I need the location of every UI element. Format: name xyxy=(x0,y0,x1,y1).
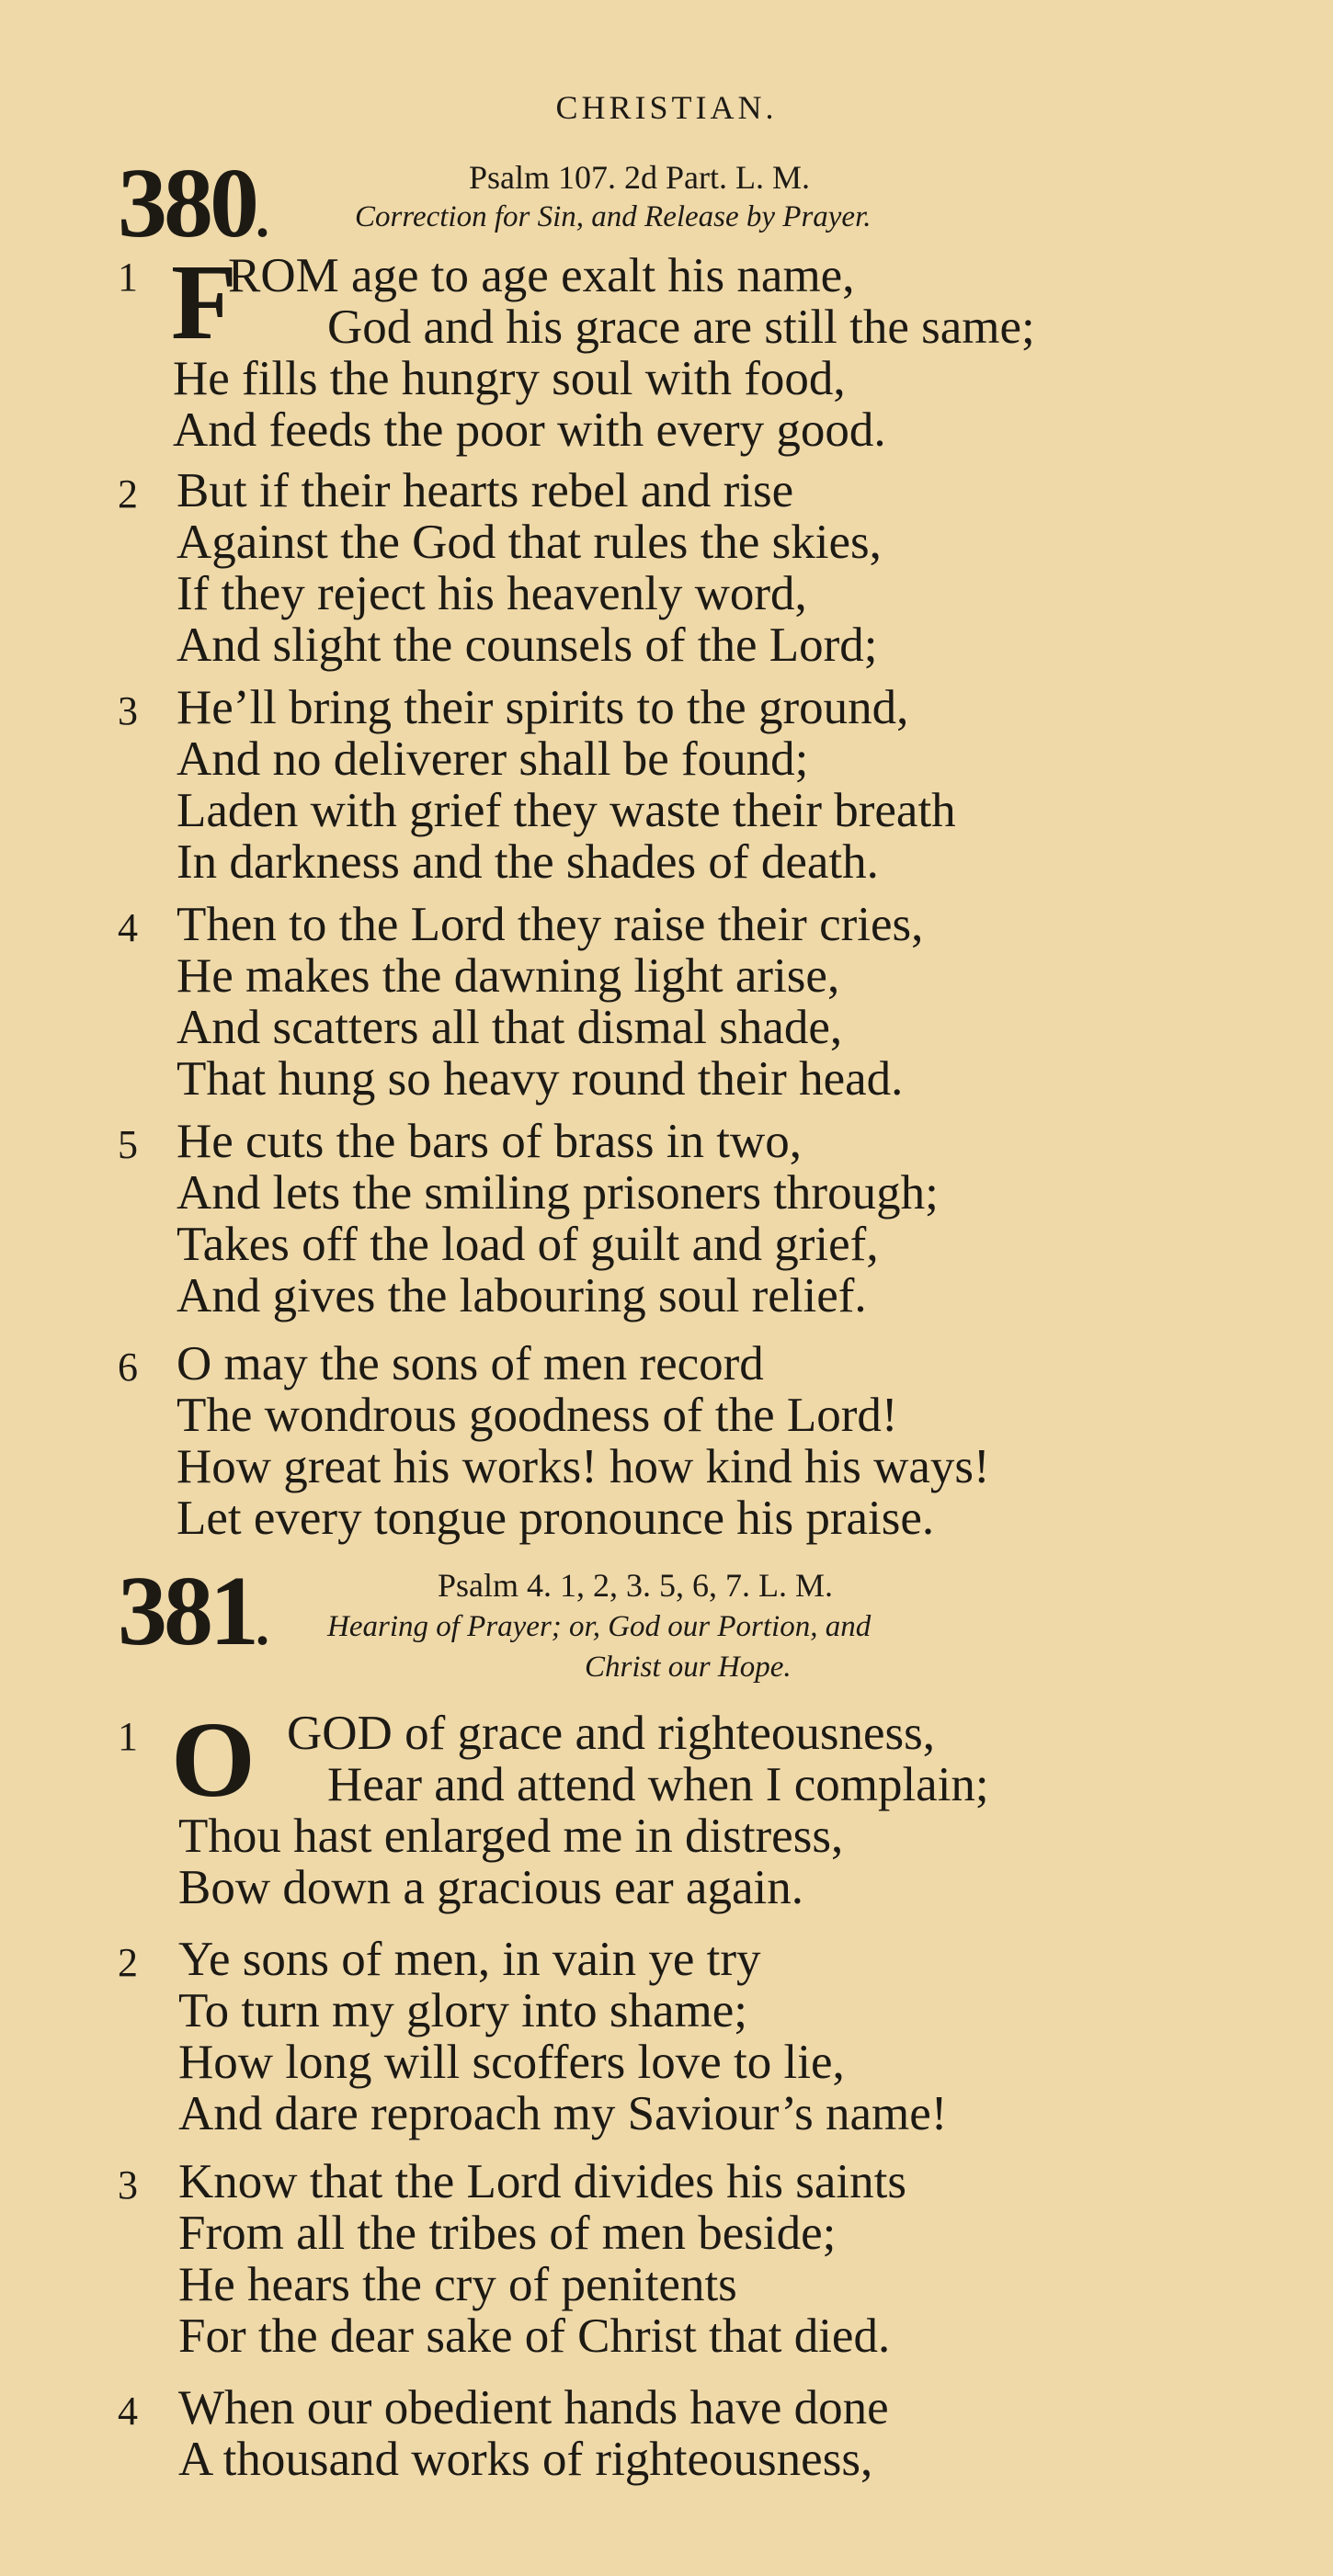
running-head: CHRISTIAN. xyxy=(555,89,778,126)
verse-line: Laden with grief they waste their breath xyxy=(177,784,956,837)
verse-line: And feeds the poor with every good. xyxy=(173,403,886,457)
verse-line: When our obedient hands have done xyxy=(178,2381,889,2434)
verse-line: ROM age to age exalt his name, xyxy=(228,249,855,302)
verse-line: Ye sons of men, in vain ye try xyxy=(178,1933,761,1986)
verse-line: And lets the smiling prisoners through; xyxy=(177,1166,939,1220)
verse-line: Takes off the load of guilt and grief, xyxy=(177,1218,879,1271)
verse-line: How great his works! how kind his ways! xyxy=(177,1440,990,1493)
stanza-number: 1 xyxy=(118,255,138,300)
hymn-number xyxy=(118,149,269,258)
verse-line: He makes the dawning light arise, xyxy=(177,949,840,1003)
verse-line: GOD of grace and righteousness, xyxy=(287,1707,935,1760)
verse-line: That hung so heavy round their head. xyxy=(177,1052,904,1106)
verse-line: He hears the cry of penitents xyxy=(178,2258,737,2311)
verse-line: Thou hast enlarged me in distress, xyxy=(178,1810,844,1863)
verse-line: Know that the Lord divides his saints xyxy=(178,2155,906,2208)
stanza-number: 1 xyxy=(118,1714,138,1759)
verse-line: Against the God that rules the skies, xyxy=(177,516,882,569)
verse-line: And gives the labouring soul relief. xyxy=(177,1269,867,1322)
verse-line: From all the tribes of men beside; xyxy=(178,2207,837,2260)
verse-line: If they reject his heavenly word, xyxy=(177,567,807,620)
verse-line: But if their hearts rebel and rise xyxy=(177,464,794,517)
hymn-subtitle: Christ our Hope. xyxy=(585,1651,792,1684)
stanza-number: 2 xyxy=(118,471,138,516)
verse-line: How long will scoffers love to lie, xyxy=(178,2036,845,2089)
verse-line: A thousand works of righteousness, xyxy=(178,2433,873,2486)
hymn-number-dot: . xyxy=(256,187,269,248)
stanza-number: 3 xyxy=(118,2162,138,2207)
drop-cap: F xyxy=(171,242,238,362)
verse-line: Hear and attend when I complain; xyxy=(327,1758,989,1811)
verse-line: To turn my glory into shame; xyxy=(178,1984,747,2037)
verse-line: And slight the counsels of the Lord; xyxy=(177,618,878,672)
verse-line: God and his grace are still the same; xyxy=(327,301,1035,354)
verse-line: Let every tongue pronounce his praise. xyxy=(177,1492,935,1545)
verse-line: He’ll bring their spirits to the ground, xyxy=(177,681,909,734)
hymn-number-dot: . xyxy=(256,1595,269,1656)
stanza-number: 3 xyxy=(118,688,138,733)
verse-line: O may the sons of men record xyxy=(177,1337,764,1390)
stanza-number: 4 xyxy=(118,2389,138,2434)
stanza-number: 5 xyxy=(118,1122,138,1167)
verse-line: The wondrous goodness of the Lord! xyxy=(177,1389,898,1442)
verse-line: In darkness and the shades of death. xyxy=(177,835,879,889)
verse-line: He cuts the bars of brass in two, xyxy=(177,1115,803,1168)
verse-line: For the dear sake of Christ that died. xyxy=(178,2309,891,2363)
verse-line: And scatters all that dismal shade, xyxy=(177,1001,843,1054)
stanza-number: 6 xyxy=(118,1345,138,1390)
hymn-number xyxy=(118,1557,269,1666)
verse-line: Bow down a gracious ear again. xyxy=(178,1861,803,1914)
hymn-number-text: 380 xyxy=(118,149,256,258)
psalm-reference: Psalm 4. 1, 2, 3. 5, 6, 7. L. M. xyxy=(438,1567,834,1604)
verse-line: And no deliverer shall be found; xyxy=(177,732,809,786)
verse-line: And dare reproach my Saviour’s name! xyxy=(178,2087,948,2140)
stanza-number: 4 xyxy=(118,905,138,950)
hymn-subtitle: Correction for Sin, and Release by Prayer. xyxy=(355,200,872,233)
verse-line: Then to the Lord they raise their cries, xyxy=(177,898,924,951)
hymn-subtitle: Hearing of Prayer; or, God our Portion, and xyxy=(327,1610,872,1643)
psalm-reference: Psalm 107. 2d Part. L. M. xyxy=(469,159,811,196)
verse-line: He fills the hungry soul with food, xyxy=(173,352,846,405)
drop-cap: O xyxy=(171,1699,256,1820)
hymn-number-text: 381 xyxy=(118,1557,256,1666)
stanza-number: 2 xyxy=(118,1940,138,1985)
